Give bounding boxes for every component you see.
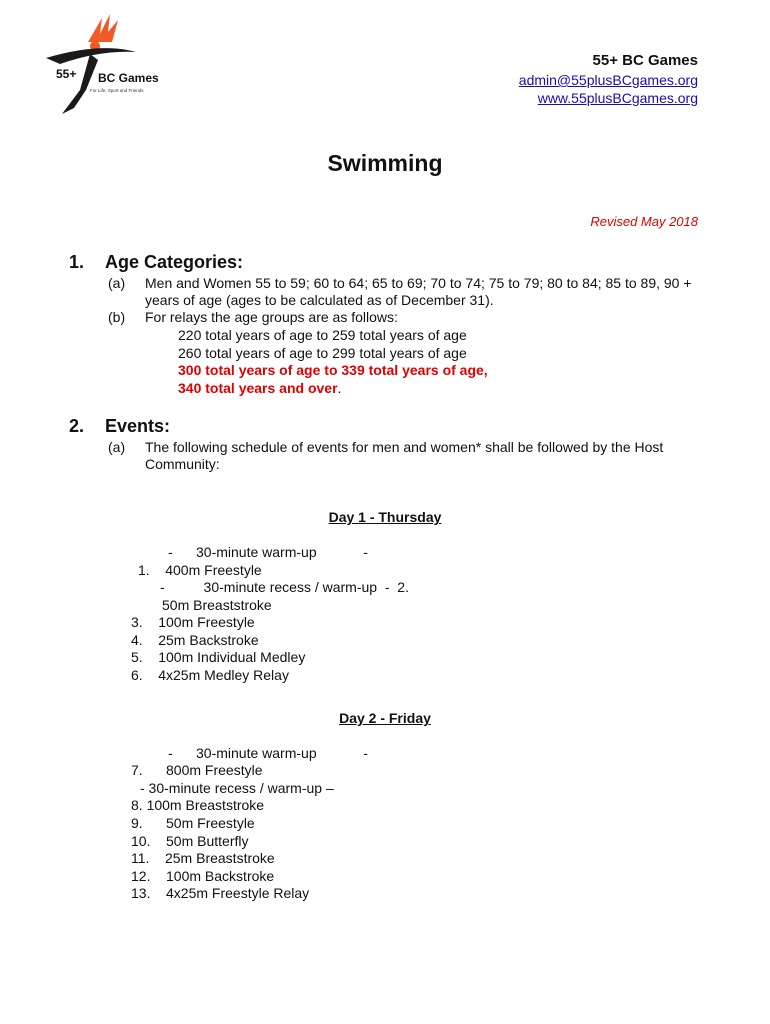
day-1-heading: Day 1 - Thursday [328, 509, 442, 525]
day-1-event: 50m Breaststroke [162, 597, 272, 613]
section-1-a-marker: (a) [108, 275, 126, 291]
day-2-event: - 30-minute warm-up - [168, 745, 368, 761]
relay-age-group-4-text: 340 total years and over [178, 380, 338, 396]
day-1-event: 1. 400m Freestyle [138, 562, 262, 578]
logo-tagline: For Life, Sport and Friends [90, 88, 144, 93]
day-1-event: 4. 25m Backstroke [131, 632, 259, 648]
website-link[interactable]: www.55plusBCgames.org [537, 90, 698, 106]
day-2-event: 9. 50m Freestyle [131, 815, 255, 831]
day-1-event: - 30-minute recess / warm-up - 2. [160, 579, 409, 595]
day-2-event: 7. 800m Freestyle [131, 762, 263, 778]
section-1-b-marker: (b) [108, 309, 126, 325]
section-2-number: 2. [69, 416, 85, 436]
day-1-event: 6. 4x25m Medley Relay [131, 667, 289, 683]
organization-name: 55+ BC Games [592, 52, 698, 69]
day-1-event: 3. 100m Freestyle [131, 614, 255, 630]
day-2-heading: Day 2 - Friday [339, 710, 431, 726]
section-2-a-marker: (a) [108, 439, 126, 455]
logo-badge: 55+ [56, 67, 77, 81]
day-2-event: 12. 100m Backstroke [131, 868, 275, 884]
section-1-b-text: For relays the age groups are as follows: [145, 309, 398, 325]
day-2-event: 8. 100m Breaststroke [131, 797, 265, 813]
logo-name: BC Games [98, 71, 159, 85]
section-2-title: Events: [105, 416, 171, 436]
day-2-event: 10. 50m Butterfly [131, 833, 249, 849]
55-plus-bc-games-logo [40, 12, 175, 120]
section-2-a-line2: Community: [145, 456, 220, 472]
relay-age-group-3: 300 total years of age to 339 total years of age, [178, 362, 488, 378]
figure-icon [62, 54, 98, 114]
section-1-a-line1: Men and Women 55 to 59; 60 to 64; 65 to 69; 70 to 74; 75 to 79; 80 to 84; 85 to 89, 90 + [145, 275, 692, 291]
section-1-a-line2: years of age (ages to be calculated as of December 31). [145, 292, 494, 308]
day-1-event: 5. 100m Individual Medley [131, 649, 306, 665]
day-1-event: - 30-minute warm-up - [168, 544, 368, 560]
flame-icon [88, 14, 118, 51]
relay-age-group-2: 260 total years of age to 299 total years of age [178, 345, 467, 361]
day-2-event: 13. 4x25m Freestyle Relay [131, 885, 310, 901]
page-title: Swimming [327, 150, 443, 176]
section-2-a-line1: The following schedule of events for men and women* shall be followed by the Host [145, 439, 664, 455]
revised-date: Revised May 2018 [590, 214, 698, 229]
relay-age-group-4-period: . [337, 380, 342, 396]
relay-age-group-1: 220 total years of age to 259 total years of age [178, 327, 467, 343]
day-2-event: 11. 25m Breaststroke [131, 850, 275, 866]
section-1-number: 1. [69, 252, 85, 272]
section-1-title: Age Categories: [105, 252, 244, 272]
email-link[interactable]: admin@55plusBCgames.org [518, 72, 698, 88]
relay-age-group-4 [178, 380, 341, 397]
day-2-event: - 30-minute recess / warm-up – [140, 780, 334, 796]
